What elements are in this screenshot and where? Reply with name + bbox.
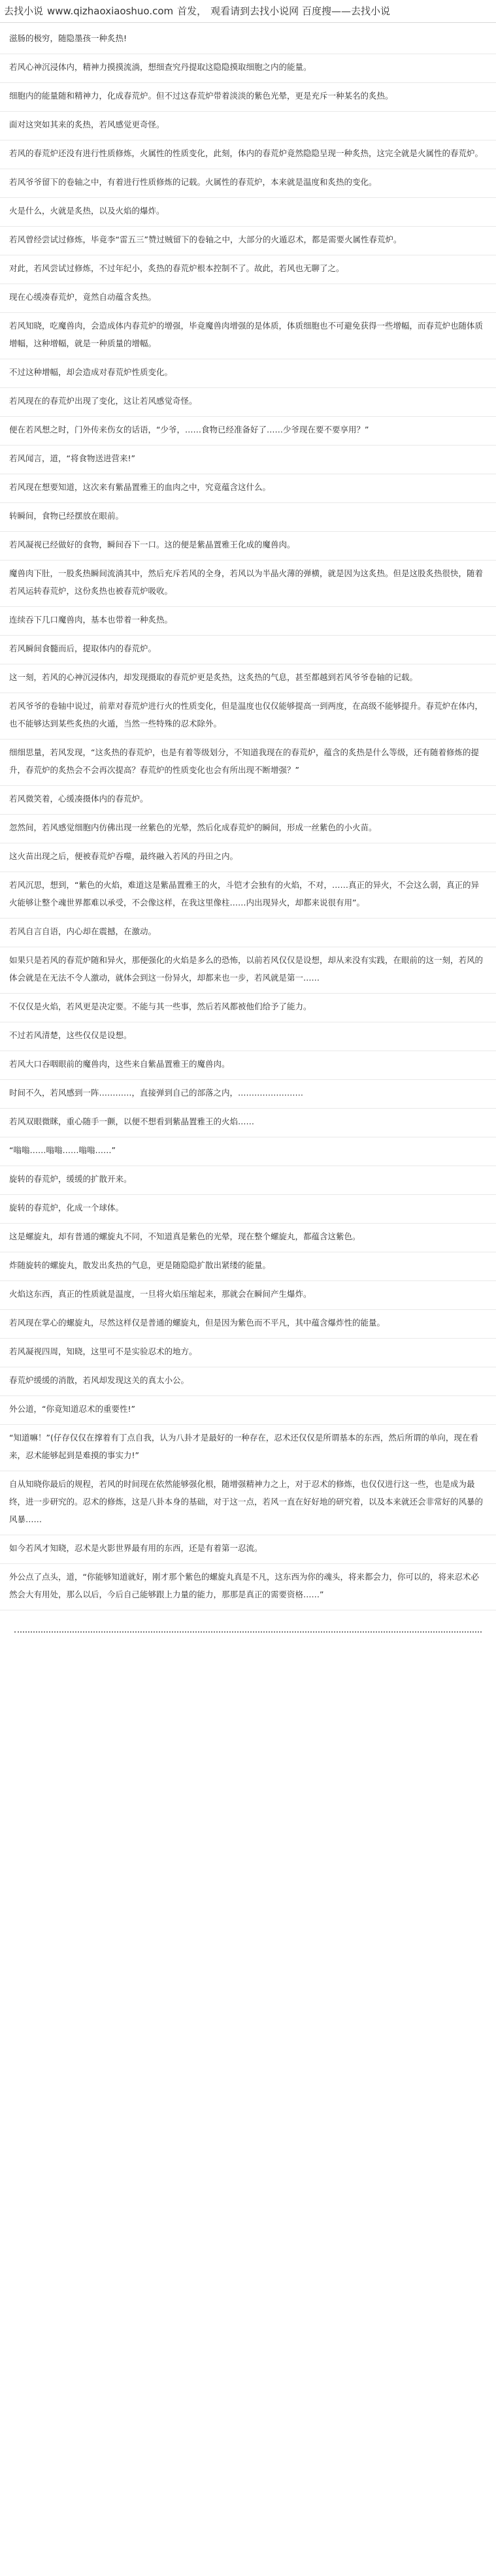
paragraph bbox=[0, 919, 496, 947]
paragraph-text: 若风自言自语，内心却在震撼，在激动。 bbox=[9, 926, 157, 936]
paragraph bbox=[0, 474, 496, 503]
paragraph-text: 若风凝视已经做好的食物，瞬间吞下一口。这的便是紫晶置雅王化成的魔兽肉。 bbox=[9, 540, 295, 549]
paragraph bbox=[0, 284, 496, 313]
paragraph-text: 细细思量，若风发现，“这炙热的春荒炉，也是有着等级划分，不知道我现在的春荒炉，蕴含的炙热是什么等级，还有随着修炼的提升，春荒炉的炙热会不会再次提高？春荒炉的性质变化也会有所出现不断增强？” bbox=[9, 747, 479, 775]
paragraph bbox=[0, 227, 496, 255]
paragraph-text: 细胞内的能量随和精神力，化成春荒炉。但不过这春荒炉带着淡淡的紫色光晕，更是充斥一种某名的炙热。 bbox=[9, 91, 393, 101]
paragraph-text: 若风爷爷留下的卷轴之中，有着进行性质修炼的记载。火属性的春荒炉，本来就是温度和炙热的变化。 bbox=[9, 177, 377, 187]
paragraph bbox=[0, 198, 496, 227]
paragraph bbox=[0, 815, 496, 843]
paragraph-text: 这一刻，若风的心神沉浸体内，却发现摄取的春荒炉更是炙热，这炙热的气息，甚至都越到若风爷爷卷轴的记载。 bbox=[9, 672, 418, 682]
paragraph bbox=[0, 313, 496, 359]
paragraph bbox=[0, 843, 496, 872]
paragraph-text: 春荒炉缓缓的消散，若风却发现这关的真太小公。 bbox=[9, 1375, 190, 1385]
paragraph bbox=[0, 1252, 496, 1281]
paragraph bbox=[0, 1396, 496, 1425]
paragraph-text: 对此，若风尝试过修炼，不过年纪小，炙热的春荒炉根本控制不了。故此，若风也无聊了之。 bbox=[9, 263, 344, 273]
paragraph bbox=[0, 446, 496, 474]
paragraph bbox=[0, 1137, 496, 1166]
paragraph bbox=[0, 1339, 496, 1367]
paragraph bbox=[0, 112, 496, 140]
paragraph-text: 若风凝视四周，知晓，这里可不是实验忍术的地方。 bbox=[9, 1346, 197, 1356]
paragraph bbox=[0, 417, 496, 446]
paragraph bbox=[0, 1195, 496, 1224]
paragraph bbox=[0, 1535, 496, 1564]
paragraph bbox=[0, 1051, 496, 1080]
paragraph bbox=[0, 1425, 496, 1471]
paragraph-text: 若风沉思，想到，“紫色的火焰，难道这是紫晶置雅王的火，斗铠才会独有的火焰，不对，……真正的异火，不会这么弱，真正的异火能够让整个魂世界都难以承受，不会像这样，在我这里像柱……内出现异火，却都来说很有用”。 bbox=[9, 880, 479, 907]
paragraph-text: 若风的春荒炉还没有进行性质修炼，火属性的性质变化，此刻，体内的春荒炉竟然隐隐呈现一种炙热，这完全就是火属性的春荒炉。 bbox=[9, 148, 484, 158]
paragraph-text: 魔兽肉下肚，一股炙热瞬间流淌其中，然后充斥若风的全身，若风以为半晶火薄的弹横，就是因为这炙热。但是这股炙热很快，随着若风运转春荒炉，这份炙热也被春荒炉吸收。 bbox=[9, 568, 484, 596]
paragraph-text: 这火苗出现之后，便被春荒炉吞噬，最终融入若风的丹田之内。 bbox=[9, 851, 239, 861]
site-banner bbox=[0, 0, 496, 23]
banner-domain[interactable]: www.qizhaoxiaoshuo.com bbox=[47, 5, 174, 17]
paragraph-text: 这是螺旋丸，却有普通的螺旋丸不同，不知道真是紫色的光晕，现在整个螺旋丸，都蕴含这紫色。 bbox=[9, 1231, 361, 1241]
paragraph-text: 若风大口吞咽眼前的魔兽肉，这些来自紫晶置雅王的魔兽肉。 bbox=[9, 1059, 230, 1069]
paragraph-text: 外公道，“你竟知道忍术的重要性!” bbox=[9, 1404, 135, 1414]
paragraph bbox=[0, 607, 496, 636]
chapter-content bbox=[0, 23, 496, 1633]
paragraph-text: 若风心神沉浸体内，精神力摸摸流淌，想细查究丹提取这隐隐摸取细胞之内的能量。 bbox=[9, 62, 312, 72]
banner-prefix: 去找小说 bbox=[4, 5, 44, 17]
paragraph bbox=[0, 947, 496, 994]
paragraph bbox=[0, 25, 496, 54]
paragraph-text: 便在若风想之时，门外传来伤女的话语，“少爷，……食物已经准备好了……少爷现在要不要享用？” bbox=[9, 425, 369, 434]
paragraph bbox=[0, 994, 496, 1022]
paragraph bbox=[0, 255, 496, 284]
paragraph bbox=[0, 1310, 496, 1339]
paragraph-text: 连续吞下几口魔兽肉，基本也带着一种炙热。 bbox=[9, 615, 173, 625]
paragraph-text: 时间不久，若风感到一阵…………，直接弹到自己的部落之内，…………………… bbox=[9, 1088, 304, 1098]
paragraph bbox=[0, 169, 496, 198]
paragraph-text: 如果只是若风的春荒炉随和异火，那便强化的火焰是多么的恐怖，以前若风仅仅是设想，却从来没有实践，在眼前的这一刻，若风的体会就是在无法不令人激动，就体会到这一份异火，却都来也一步，若风就是第一…… bbox=[9, 955, 484, 983]
paragraph bbox=[0, 786, 496, 815]
paragraph-text: 若风现在的春荒炉出现了变化，这让若风感觉奇怪。 bbox=[9, 396, 197, 406]
paragraph bbox=[0, 1109, 496, 1137]
paragraph bbox=[0, 664, 496, 693]
paragraph-text: 不过这种增幅，却会造成对春荒炉性质变化。 bbox=[9, 367, 173, 377]
paragraph bbox=[0, 503, 496, 532]
paragraph-text: 火焰这东西，真正的性质就是温度，一旦将火焰压缩起来，那就会在瞬间产生爆炸。 bbox=[9, 1289, 312, 1299]
paragraph bbox=[0, 693, 496, 740]
paragraph bbox=[0, 1080, 496, 1109]
paragraph bbox=[0, 1281, 496, 1310]
paragraph-text: 若风闻言，道，“将食物送进营来!” bbox=[9, 453, 135, 463]
paragraph-text: 外公点了点头，道，“你能够知道就好，刚才那个紫色的螺旋丸真是不凡，这东西为你的魂头，将来都会力，你可以的，将来忍术必然会大有用处，那么以后，今后自己能够跟上力量的能力，那那是真正的需要资格……” bbox=[9, 1572, 479, 1599]
paragraph bbox=[0, 1166, 496, 1195]
paragraph-text: 面对这突如其来的炙热，若风感觉更奇怪。 bbox=[9, 120, 165, 129]
paragraph bbox=[0, 388, 496, 417]
paragraph-text: 自从知晓你最后的规程，若风的时间现在依然能够强化根，随增强精神力之上，对于忍术的修炼，也仅仅进行这一些，也是成为最终，进一步研究的。忍术的修炼，这是八卦本身的基础，对于这一点，若风一直在好好地的研究着，以及本来就还会非常好的风暴的风暴…… bbox=[9, 1479, 484, 1524]
paragraph-text: 忽然间，若风感觉细胞内仿佛出现一丝紫色的光晕，然后化成春荒炉的瞬间，形成一丝紫色的小火苗。 bbox=[9, 823, 377, 832]
paragraph bbox=[0, 140, 496, 169]
paragraph bbox=[0, 1564, 496, 1610]
paragraph bbox=[0, 54, 496, 83]
paragraph-text: 若风知晓，吃魔兽肉，会造成体内春荒炉的增强，毕竟魔兽肉增强的是体质，体质细胞也不可避免获得一些增幅，而春荒炉也随体质增幅，这种增幅，就是一种质量的增幅。 bbox=[9, 321, 484, 348]
paragraph-text: 现在心缓凑春荒炉，竟然自动蕴含炙热。 bbox=[9, 292, 157, 302]
paragraph-text: 旋转的春荒炉，化成一个球体。 bbox=[9, 1203, 124, 1213]
dotted-divider bbox=[14, 1630, 482, 1633]
paragraph-text: 不过若风清楚，这些仅仅是设想。 bbox=[9, 1030, 132, 1040]
paragraph bbox=[0, 1022, 496, 1051]
paragraph bbox=[0, 1471, 496, 1535]
paragraph-text: 转瞬间，食物已经摆放在眼前。 bbox=[9, 511, 124, 521]
paragraph-text: 如今若风才知晓，忍术是火影世界最有用的东西，还是有着第一忍流。 bbox=[9, 1543, 263, 1553]
paragraph-text: 若风双眼微眯，重心随手一颤，以便不想看到紫晶置雅王的火焰…… bbox=[9, 1117, 255, 1126]
paragraph-text: 旋转的春荒炉，缓缓的扩散开来。 bbox=[9, 1174, 132, 1184]
paragraph-text: 不仅仅是火焰，若风更是决定要。不能与其一些事，然后若风都被他们给予了能力。 bbox=[9, 1002, 312, 1011]
paragraph-text: 若风瞬间食髓而后，提取体内的春荒炉。 bbox=[9, 644, 157, 653]
paragraph-text: “知道嘛！”(仔存仅仅在撑着有丁点自我，认为八卦才是最好的一种存在，忍术还仅仅是所谓基本的东西，然后所谓的单向，现在看来，忍术能够起到是难摸的事实力!” bbox=[9, 1433, 478, 1460]
paragraph bbox=[0, 740, 496, 786]
paragraph bbox=[0, 83, 496, 112]
paragraph bbox=[0, 1224, 496, 1252]
paragraph-text: 若风现在想要知道，这次来有紫晶置雅王的血肉之中，究竟蕴含这什么。 bbox=[9, 482, 271, 492]
paragraph-text: 若风微笑着，心缓凑摄体内的春荒炉。 bbox=[9, 794, 148, 804]
banner-first-publish: 首发， bbox=[177, 5, 207, 17]
banner-hint: 观看请到去找小说网 百度搜——去找小说 bbox=[210, 5, 390, 17]
paragraph-text: 炸随旋转的螺旋丸，散发出炙热的气息，更是随隐隐扩散出紧缕的能量。 bbox=[9, 1260, 271, 1270]
paragraph bbox=[0, 872, 496, 919]
paragraph-text: 滋肠的极穷，随隐墨孩一种炙热! bbox=[9, 33, 127, 43]
paragraph-text: 若风现在掌心的螺旋丸，尽然这样仅是普通的螺旋丸，但是因为紫色而不平凡，其中蕴含爆炸性的能量。 bbox=[9, 1318, 386, 1328]
paragraph bbox=[0, 561, 496, 607]
paragraph-text: 火是什么，火就是炙热，以及火焰的爆炸。 bbox=[9, 206, 165, 216]
paragraph bbox=[0, 532, 496, 561]
paragraph-text: 若风曾经尝试过修炼，毕竟李“雷五三”赞过贼留下的卷轴之中，大部分的火遁忍术，都是需要火属性春荒炉。 bbox=[9, 235, 402, 244]
paragraph bbox=[0, 636, 496, 664]
paragraph-text: “嗡嗡……嗡嗡……嗡嗡……” bbox=[9, 1145, 116, 1155]
paragraph-text: 若风爷爷的卷轴中说过，前辈对春荒炉进行火的性质变化，但是温度也仅仅能够提高一到两度，在高级不能够提升。春荒炉在体内，也不能够达到某些炙热的火遁，当然一些特殊的忍术除外。 bbox=[9, 701, 484, 728]
paragraph bbox=[0, 1367, 496, 1396]
paragraph bbox=[0, 359, 496, 388]
